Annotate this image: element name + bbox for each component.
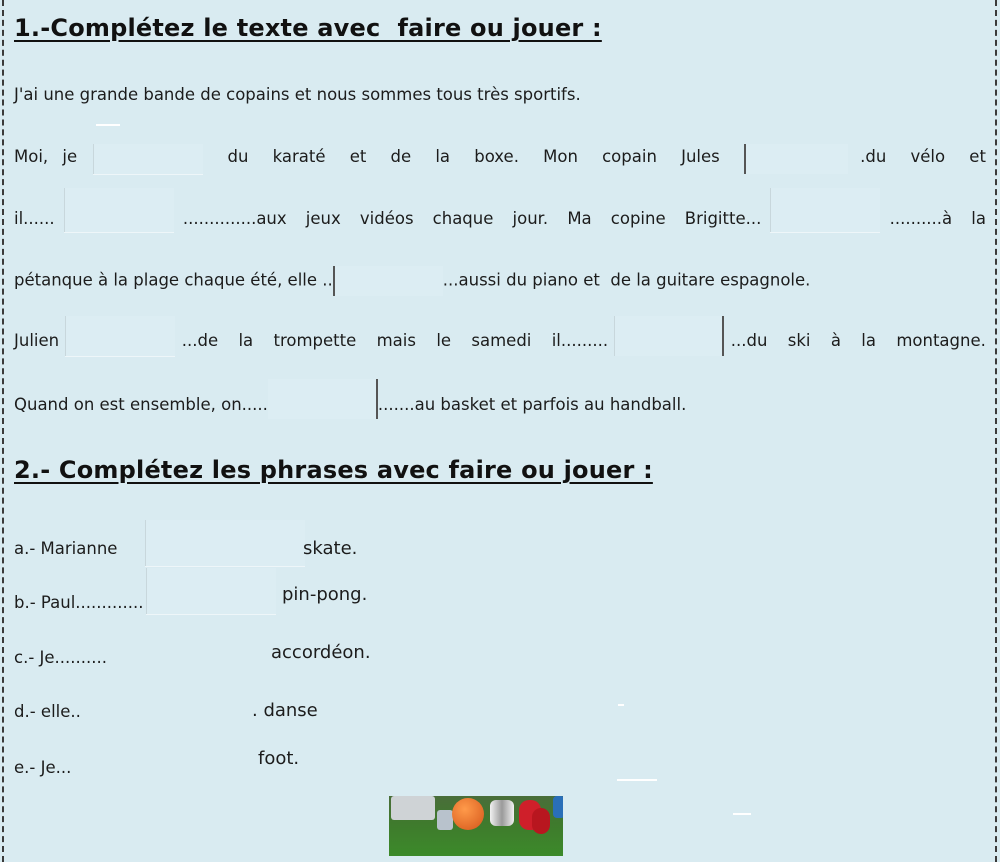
exercise-2-item-d-tail: . danse: [252, 700, 318, 721]
exercise-1-line-1: Moi, je du karaté et de la boxe. Mon copain Jules .du vélo et: [14, 144, 986, 170]
page-border-right: [995, 0, 997, 862]
answer-blank-6[interactable]: [65, 316, 175, 356]
answer-blank-a[interactable]: [145, 520, 305, 566]
exercise-1-title: 1.-Complétez le texte avec faire ou jouer :: [14, 14, 602, 42]
exercise-2-title: 2.- Complétez les phrases avec faire ou jouer :: [14, 456, 653, 484]
exercise-1-line-5: Quand on est ensemble, on..... .......au basket et parfois au handball.: [14, 392, 986, 418]
answer-blank-3[interactable]: [64, 188, 174, 232]
exercise-2-item-e-tail: foot.: [258, 748, 300, 769]
answer-blank-4[interactable]: [770, 188, 880, 232]
stray-mark: [733, 813, 751, 815]
answer-blank-7[interactable]: [614, 316, 724, 356]
basketball-icon: [452, 798, 484, 830]
answer-blank-8[interactable]: [268, 379, 378, 419]
exercise-2-item-a-label: a.- Marianne: [14, 539, 118, 558]
exercise-1-line-4: Julien ...de la trompette mais le samedi il......... ...du ski à la montagne.: [14, 328, 986, 354]
answer-blank-2[interactable]: [744, 144, 848, 174]
stray-mark: [96, 124, 120, 126]
answer-blank-5[interactable]: [333, 266, 443, 296]
exercise-2-item-d-label: d.- elle..: [14, 702, 81, 721]
stray-mark: [617, 779, 657, 781]
exercise-2-item-a-tail: skate.: [303, 538, 358, 559]
exercise-2-item-c-label: c.- Je..........: [14, 648, 107, 667]
shin-pad-icon: [437, 810, 453, 830]
blue-gear-icon: [553, 796, 563, 818]
sneaker-icon: [490, 800, 514, 826]
exercise-1-line-2: il...... ..............aux jeux vidéos chaque jour. Ma copine Brigitte... ..........à la: [14, 206, 986, 232]
answer-blank-1[interactable]: [93, 144, 203, 174]
exercise-1-line-3: pétanque à la plage chaque été, elle .. ...aussi du piano et de la guitare espagnole.: [14, 266, 986, 292]
page-border-left: [2, 0, 4, 862]
exercise-2-item-e-label: e.- Je...: [14, 758, 72, 777]
sports-equipment-image: [389, 796, 563, 856]
exercise-2-item-b-tail: pin-pong.: [282, 584, 368, 605]
stray-mark: [618, 704, 624, 706]
boxing-glove-icon: [532, 808, 550, 834]
answer-blank-b[interactable]: [146, 568, 276, 614]
sports-bag-icon: [391, 796, 435, 820]
exercise-2-item-b-label: b.- Paul.............: [14, 593, 144, 612]
exercise-1-intro: J'ai une grande bande de copains et nous sommes tous très sportifs.: [14, 85, 581, 104]
exercise-2-item-c-tail: accordéon.: [271, 642, 371, 663]
